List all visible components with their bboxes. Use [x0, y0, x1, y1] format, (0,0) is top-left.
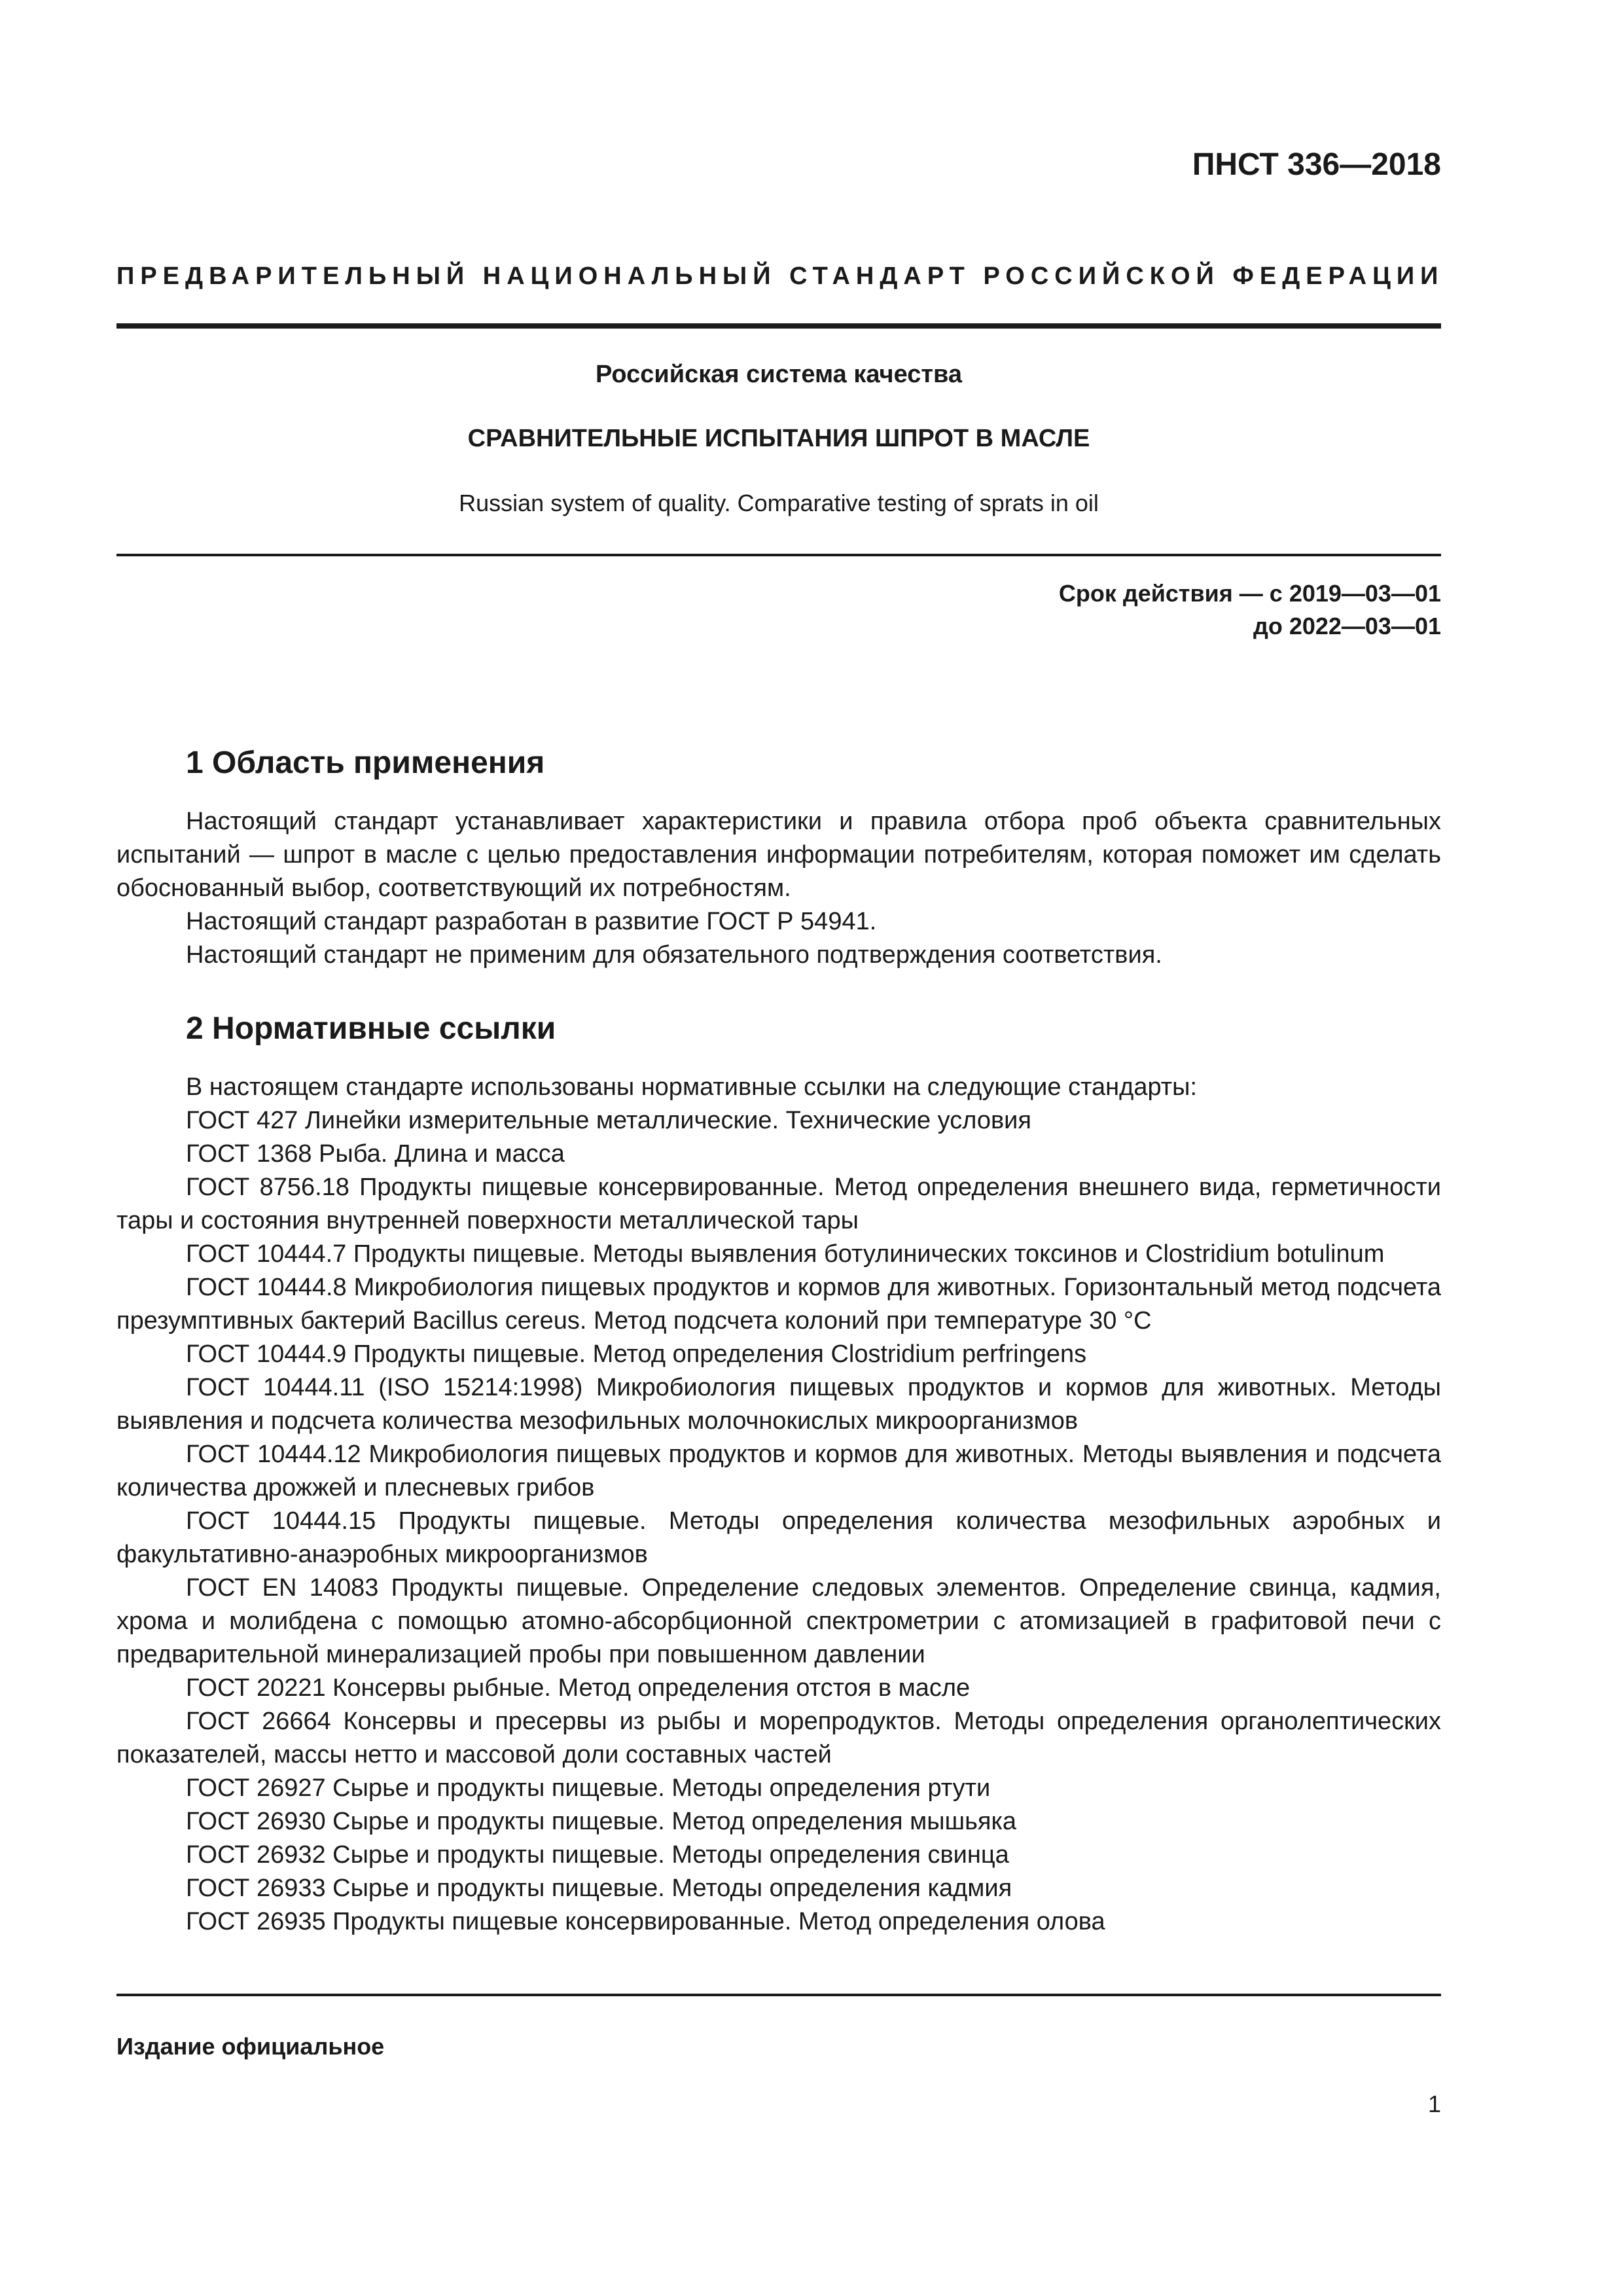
official-edition-label: Издание официальное — [116, 2033, 385, 2060]
section-1-paragraph: Настоящий стандарт не применим для обязательного подтверждения соответствия. — [186, 941, 1162, 969]
reference-item: ГОСТ 26930 Сырье и продукты пищевые. Метод определения мышьяка — [186, 1808, 1017, 1835]
reference-item: ГОСТ 10444.9 Продукты пищевые. Метод определения Clostridium perfringens — [186, 1340, 1087, 1368]
section-2-heading: 2 Нормативные ссылки — [186, 1011, 556, 1046]
validity-period — [1059, 577, 1441, 643]
reference-item: ГОСТ 20221 Консервы рыбные. Метод определения отстоя в масле — [186, 1674, 971, 1702]
validity-from: Срок действия — с 2019—03—01 — [1058, 580, 1441, 607]
reference-item: ГОСТ 10444.11 (ISO 15214:1998) Микробиология пищевых продуктов и кормов для животных. Методы выявления и подсчета количества мезофильных молочнокислых микроорганизмов — [116, 1374, 1441, 1435]
reference-item: ГОСТ 26933 Сырье и продукты пищевые. Методы определения кадмия — [186, 1874, 1012, 1902]
section-2-intro: В настоящем стандарте использованы нормативные ссылки на следующие стандарты: — [186, 1073, 1198, 1101]
quality-system-name: Российская система качества — [596, 361, 962, 388]
reference-item: ГОСТ 427 Линейки измерительные металлические. Технические условия — [186, 1107, 1031, 1134]
page-number: 1 — [1427, 2090, 1441, 2117]
standard-title-english: Russian system of quality. Comparative testing of sprats in oil — [459, 490, 1099, 516]
section-1-heading: 1 Область применения — [186, 745, 545, 780]
section-1-body — [116, 805, 1441, 972]
reference-item: ГОСТ 1368 Рыба. Длина и масса — [186, 1140, 565, 1168]
reference-item: ГОСТ 10444.7 Продукты пищевые. Методы выявления ботулинических токсинов и Clostridium botulinum — [186, 1240, 1385, 1268]
document-page — [116, 0, 1444, 2296]
standard-designation: ПНСТ 336—2018 — [1192, 147, 1441, 182]
standard-title: СРАВНИТЕЛЬНЫЕ ИСПЫТАНИЯ ШПРОТ В МАСЛЕ — [467, 425, 1090, 452]
section-2-body — [116, 1071, 1441, 1939]
section-1-paragraph: Настоящий стандарт устанавливает характеристики и правила отбора проб объекта сравнительных испытаний — шпрот в масле с целью предоставления информации потребителям, которая поможет им сделать обоснованный выбор, соответствующий их потребностям. — [116, 808, 1441, 902]
header-divider — [116, 323, 1441, 329]
footer-divider — [116, 1994, 1441, 1996]
standard-status-line: ПРЕДВАРИТЕЛЬНЫЙ НАЦИОНАЛЬНЫЙ СТАНДАРТ РОССИЙСКОЙ ФЕДЕРАЦИИ — [116, 262, 1444, 290]
validity-to: до 2022—03—01 — [1253, 613, 1441, 639]
section-1-paragraph: Настоящий стандарт разработан в развитие ГОСТ Р 54941. — [186, 908, 877, 935]
reference-item: ГОСТ 10444.15 Продукты пищевые. Методы определения количества мезофильных аэробных и факультативно-анаэробных микроорганизмов — [116, 1507, 1441, 1568]
reference-item: ГОСТ 26664 Консервы и пресервы из рыбы и морепродуктов. Методы определения органолептических показателей, массы нетто и массовой доли составных частей — [116, 1708, 1441, 1768]
title-divider — [116, 554, 1441, 556]
reference-item: ГОСТ 8756.18 Продукты пищевые консервированные. Метод определения внешнего вида, герметичности тары и состояния внутренней поверхности металлической тары — [116, 1174, 1441, 1234]
reference-item: ГОСТ 26935 Продукты пищевые консервированные. Метод определения олова — [186, 1908, 1105, 1935]
reference-item: ГОСТ 26927 Сырье и продукты пищевые. Методы определения ртути — [186, 1774, 991, 1802]
reference-item: ГОСТ EN 14083 Продукты пищевые. Определение следовых элементов. Определение свинца, кадмия, хрома и молибдена с помощью атомно-абсорбционной спектрометрии с атомизацией в графитовой печи с предварительной минерализацией пробы при повышенном давлении — [116, 1574, 1441, 1668]
reference-item: ГОСТ 10444.12 Микробиология пищевых продуктов и кормов для животных. Методы выявления и подсчета количества дрожжей и плесневых грибов — [116, 1441, 1441, 1501]
reference-item: ГОСТ 26932 Сырье и продукты пищевые. Методы определения свинца — [186, 1841, 1009, 1869]
reference-item: ГОСТ 10444.8 Микробиология пищевых продуктов и кормов для животных. Горизонтальный метод подсчета презумптивных бактерий Bacillus cereus. Метод подсчета колоний при температуре 30 °С — [116, 1274, 1441, 1335]
